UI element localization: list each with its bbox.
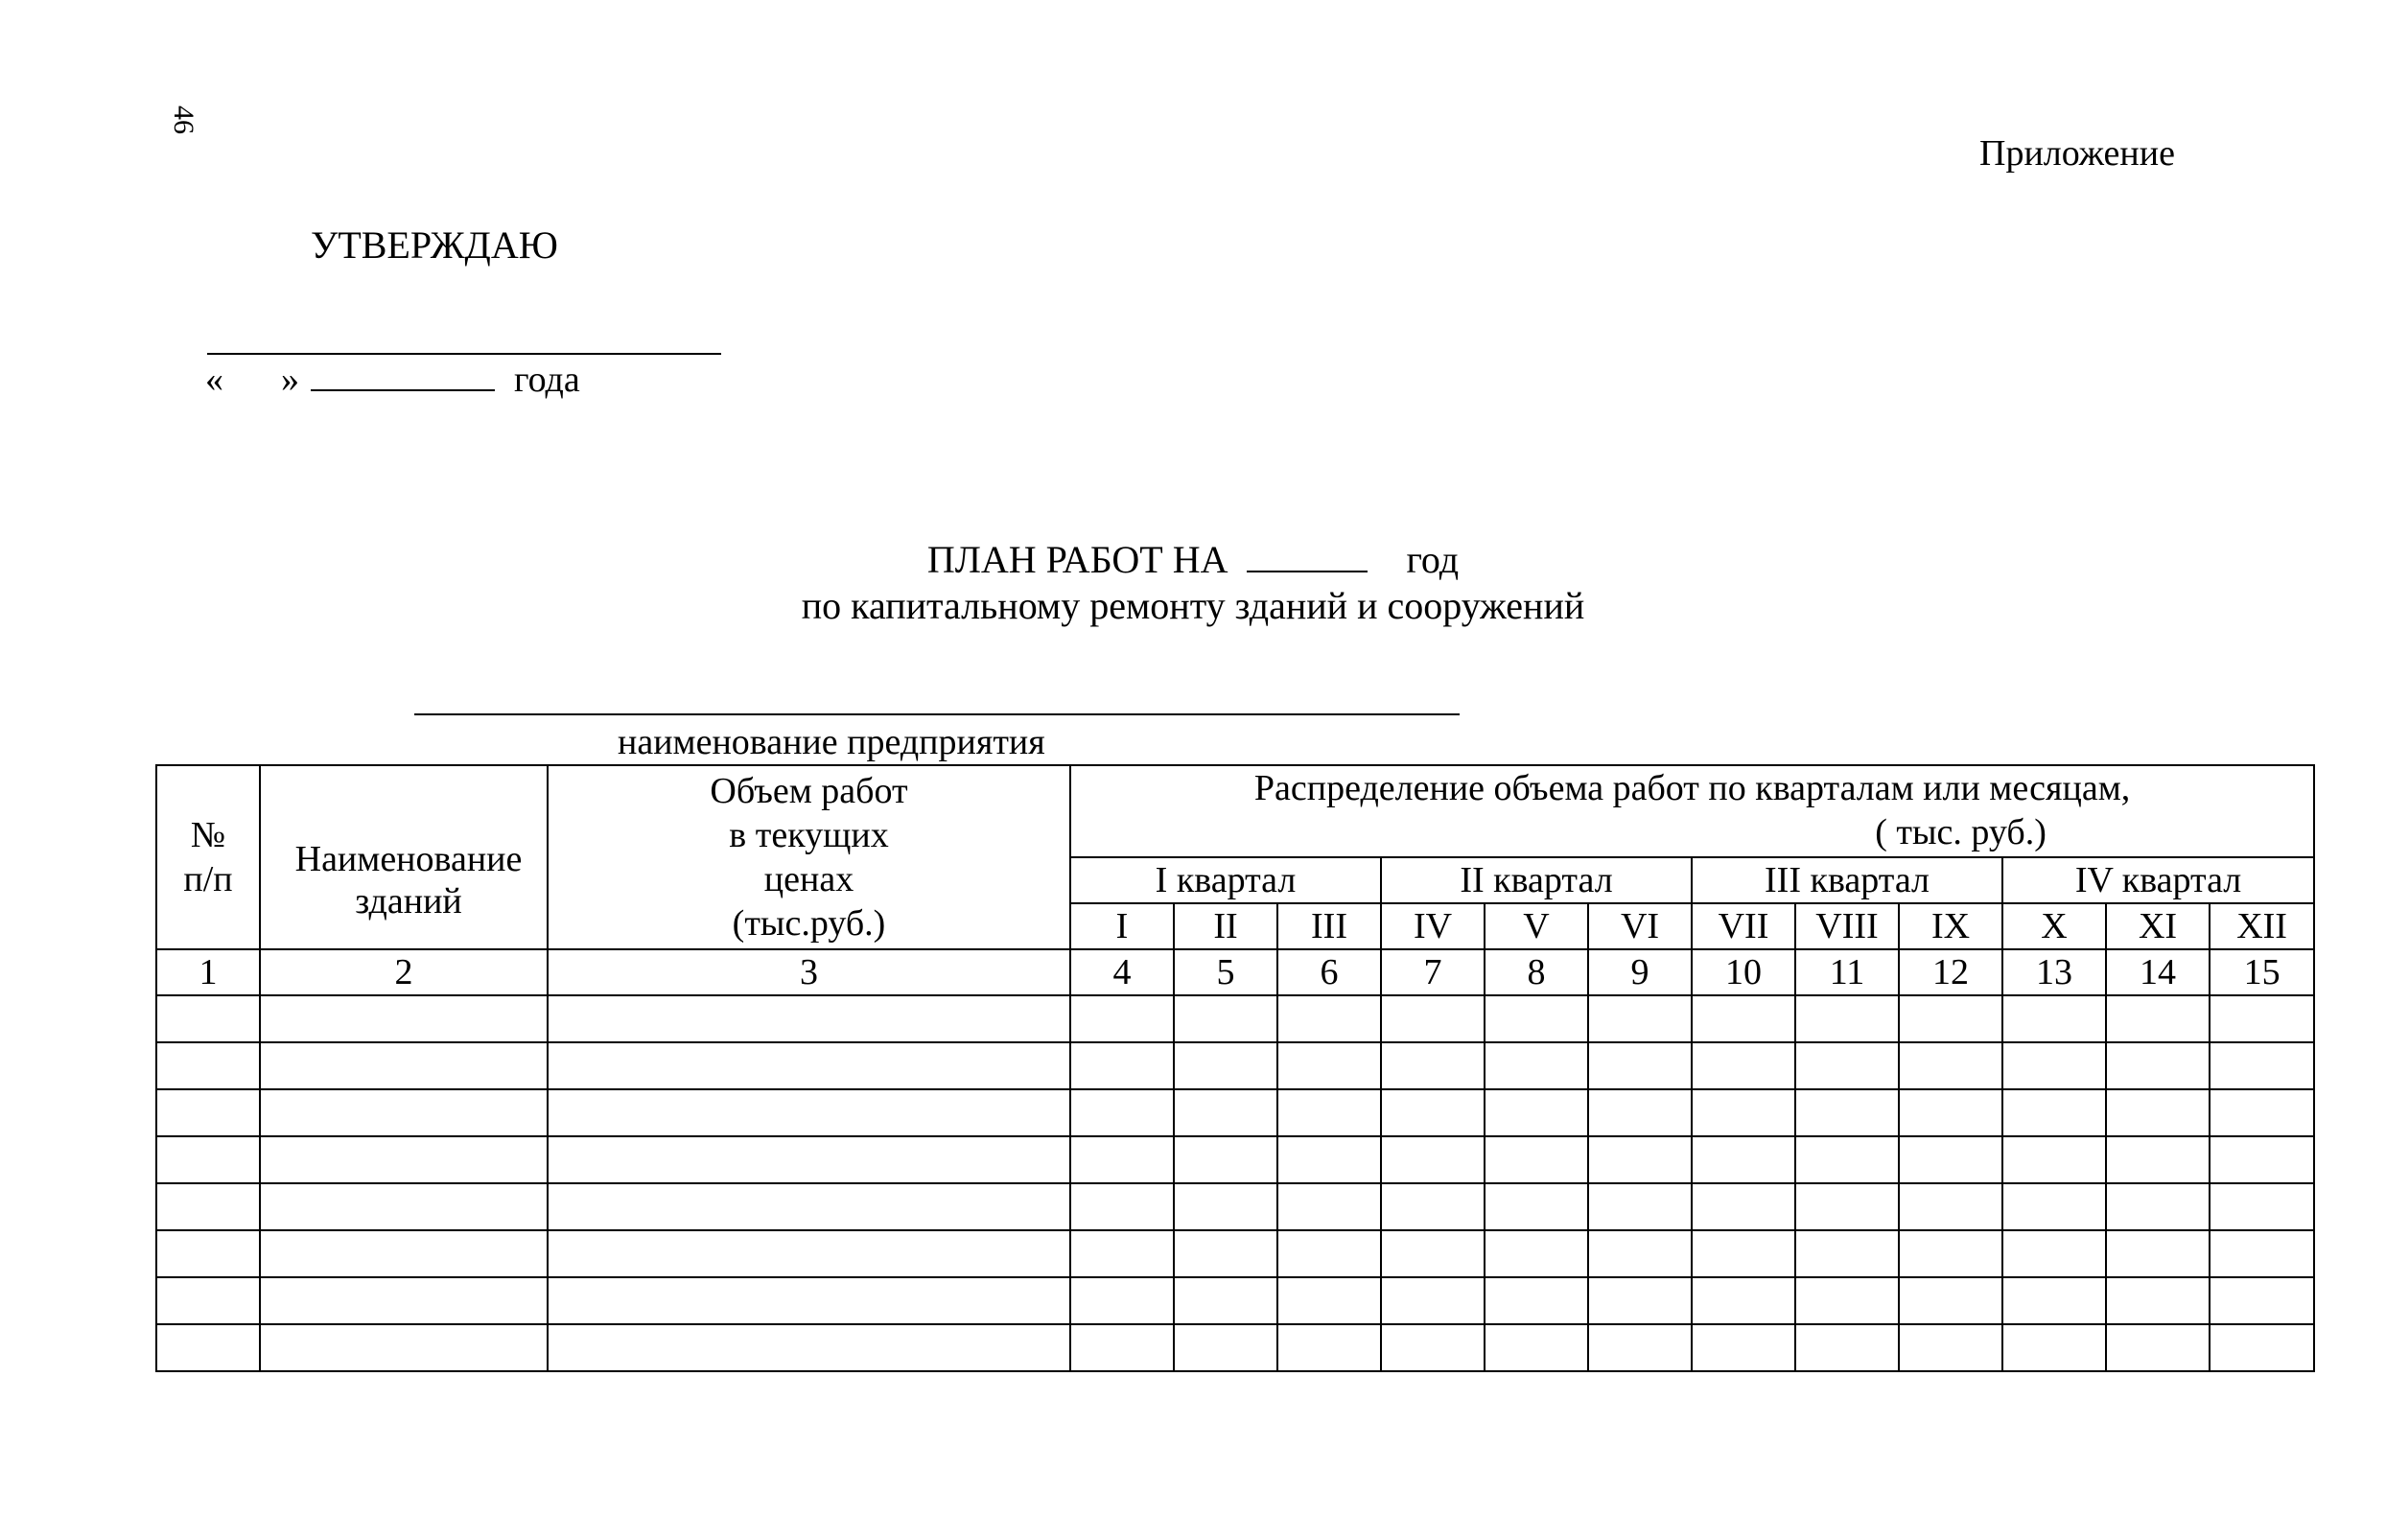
title-line-1 bbox=[0, 537, 2386, 583]
table-cell bbox=[156, 1042, 260, 1089]
table-cell bbox=[1381, 1089, 1485, 1136]
table-cell bbox=[1485, 1136, 1588, 1183]
table-cell bbox=[2210, 1136, 2314, 1183]
table-cell bbox=[1070, 1183, 1174, 1230]
table-cell bbox=[1899, 1183, 2002, 1230]
table-cell bbox=[1070, 1136, 1174, 1183]
table-cell bbox=[156, 1277, 260, 1324]
table-cell bbox=[2002, 1042, 2106, 1089]
work-plan-table bbox=[155, 764, 2315, 1372]
table-cell bbox=[548, 1136, 1070, 1183]
table-cell bbox=[1070, 1089, 1174, 1136]
table-cell bbox=[1381, 1183, 1485, 1230]
table-cell bbox=[260, 1136, 548, 1183]
table-cell bbox=[1174, 1230, 1277, 1277]
title-prefix: ПЛАН РАБОТ НА bbox=[926, 538, 1228, 581]
distribution-line-1: Распределение объема работ по кварталам или месяцам, bbox=[1253, 768, 2131, 808]
column-number: 4 bbox=[1070, 949, 1174, 995]
month-header: XII bbox=[2210, 903, 2314, 949]
table-cell bbox=[1277, 1042, 1381, 1089]
table-cell bbox=[1899, 1136, 2002, 1183]
table-cell bbox=[156, 995, 260, 1042]
approval-title: УТВЕРЖДАЮ bbox=[311, 223, 558, 267]
table-cell bbox=[2106, 1089, 2210, 1136]
document-title bbox=[0, 537, 2386, 629]
table-cell bbox=[1588, 1089, 1692, 1136]
table-cell bbox=[1588, 1183, 1692, 1230]
table-cell bbox=[1070, 1230, 1174, 1277]
table-cell bbox=[1485, 1277, 1588, 1324]
appendix-label: Приложение bbox=[1979, 133, 2175, 174]
table-cell bbox=[1692, 995, 1795, 1042]
table-cell bbox=[156, 1089, 260, 1136]
month-header: I bbox=[1070, 903, 1174, 949]
table-cell bbox=[1588, 995, 1692, 1042]
table-cell bbox=[2106, 995, 2210, 1042]
table-cell bbox=[1174, 1277, 1277, 1324]
page-number: 46 bbox=[168, 105, 199, 134]
table-cell bbox=[1381, 1324, 1485, 1371]
column-number: 8 bbox=[1485, 949, 1588, 995]
quarter-1: I квартал bbox=[1070, 857, 1381, 903]
organization-name-line bbox=[414, 713, 1460, 715]
column-number: 1 bbox=[156, 949, 260, 995]
table-cell bbox=[2002, 1277, 2106, 1324]
table-cell bbox=[1692, 1183, 1795, 1230]
table-cell bbox=[2002, 1183, 2106, 1230]
table-cell bbox=[260, 1277, 548, 1324]
table-cell bbox=[1174, 995, 1277, 1042]
table-cell bbox=[1795, 1089, 1899, 1136]
table-cell bbox=[1174, 1324, 1277, 1371]
table-cell bbox=[1277, 1183, 1381, 1230]
table-cell bbox=[1692, 1042, 1795, 1089]
table-cell bbox=[1692, 1089, 1795, 1136]
column-number: 3 bbox=[548, 949, 1070, 995]
column-number: 14 bbox=[2106, 949, 2210, 995]
table-cell bbox=[1277, 1089, 1381, 1136]
table-row bbox=[156, 1089, 2314, 1136]
table-cell bbox=[2106, 1136, 2210, 1183]
table-cell bbox=[1174, 1089, 1277, 1136]
table-cell bbox=[548, 1089, 1070, 1136]
table-cell bbox=[1588, 1324, 1692, 1371]
quote-open: « bbox=[205, 360, 223, 400]
table-cell bbox=[1588, 1136, 1692, 1183]
column-number: 11 bbox=[1795, 949, 1899, 995]
distribution-line-2: ( тыс. руб.) bbox=[1875, 812, 2047, 852]
table-cell bbox=[2002, 995, 2106, 1042]
table-cell bbox=[1485, 1230, 1588, 1277]
table-cell bbox=[1899, 1042, 2002, 1089]
table-cell bbox=[1381, 1277, 1485, 1324]
table-cell bbox=[2210, 1324, 2314, 1371]
organization-caption: наименование предприятия bbox=[618, 722, 1045, 762]
table-cell bbox=[1277, 995, 1381, 1042]
table-cell bbox=[1381, 1230, 1485, 1277]
month-header: XI bbox=[2106, 903, 2210, 949]
table-cell bbox=[1899, 1277, 2002, 1324]
table-cell bbox=[2106, 1277, 2210, 1324]
column-number: 7 bbox=[1381, 949, 1485, 995]
month-header: VIII bbox=[1795, 903, 1899, 949]
table-cell bbox=[1070, 1324, 1174, 1371]
table-cell bbox=[548, 1183, 1070, 1230]
table-cell bbox=[1381, 1042, 1485, 1089]
column-number: 6 bbox=[1277, 949, 1381, 995]
table-cell bbox=[1277, 1277, 1381, 1324]
table-cell bbox=[1795, 1183, 1899, 1230]
column-number: 9 bbox=[1588, 949, 1692, 995]
quarter-2: II квартал bbox=[1381, 857, 1692, 903]
table-cell bbox=[2106, 1324, 2210, 1371]
table-cell bbox=[548, 1277, 1070, 1324]
table-cell bbox=[1899, 1324, 2002, 1371]
table-cell bbox=[260, 1042, 548, 1089]
table-cell bbox=[2002, 1089, 2106, 1136]
table-cell bbox=[1899, 1089, 2002, 1136]
table-cell bbox=[260, 1324, 548, 1371]
table-row bbox=[156, 1042, 2314, 1089]
table-cell bbox=[1795, 1324, 1899, 1371]
table-cell bbox=[2002, 1230, 2106, 1277]
quarter-3: III квартал bbox=[1692, 857, 2002, 903]
table-cell bbox=[2210, 995, 2314, 1042]
table-cell bbox=[2106, 1183, 2210, 1230]
month-header: II bbox=[1174, 903, 1277, 949]
table-row bbox=[156, 1230, 2314, 1277]
month-header: III bbox=[1277, 903, 1381, 949]
table-cell bbox=[1174, 1183, 1277, 1230]
table-cell bbox=[1485, 1324, 1588, 1371]
table-cell bbox=[2002, 1136, 2106, 1183]
header-distribution bbox=[1070, 765, 2314, 857]
table-cell bbox=[1795, 1042, 1899, 1089]
table-cell bbox=[1795, 1230, 1899, 1277]
table-cell bbox=[1485, 1089, 1588, 1136]
table-cell bbox=[1277, 1136, 1381, 1183]
table-cell bbox=[156, 1183, 260, 1230]
table-cell bbox=[1174, 1042, 1277, 1089]
table-cell bbox=[1795, 995, 1899, 1042]
table-cell bbox=[1588, 1042, 1692, 1089]
table-cell bbox=[548, 1042, 1070, 1089]
table-cell bbox=[156, 1136, 260, 1183]
table-row bbox=[156, 1324, 2314, 1371]
table-cell bbox=[1588, 1277, 1692, 1324]
month-header: IV bbox=[1381, 903, 1485, 949]
table-cell bbox=[2106, 1230, 2210, 1277]
table-row bbox=[156, 1183, 2314, 1230]
table-cell bbox=[1070, 1277, 1174, 1324]
table-cell bbox=[260, 1183, 548, 1230]
month-header: X bbox=[2002, 903, 2106, 949]
month-header: V bbox=[1485, 903, 1588, 949]
table-cell bbox=[2210, 1089, 2314, 1136]
table-cell bbox=[1485, 1183, 1588, 1230]
table-cell bbox=[1381, 1136, 1485, 1183]
month-header: VII bbox=[1692, 903, 1795, 949]
table-cell bbox=[1485, 1042, 1588, 1089]
header-work-volume: Объем работ в текущих ценах (тыс.руб.) bbox=[548, 765, 1070, 949]
title-suffix: год bbox=[1406, 538, 1460, 581]
table-cell bbox=[1277, 1230, 1381, 1277]
table-cell bbox=[260, 1230, 548, 1277]
table-cell bbox=[1692, 1324, 1795, 1371]
table-cell bbox=[2210, 1277, 2314, 1324]
table-cell bbox=[1795, 1277, 1899, 1324]
table-row bbox=[156, 1277, 2314, 1324]
table-cell bbox=[2002, 1324, 2106, 1371]
table-cell bbox=[260, 995, 548, 1042]
table-cell bbox=[548, 995, 1070, 1042]
table-cell bbox=[548, 1324, 1070, 1371]
column-number: 2 bbox=[260, 949, 548, 995]
approval-date-line bbox=[205, 359, 580, 401]
table-cell bbox=[260, 1089, 548, 1136]
table-cell bbox=[1692, 1230, 1795, 1277]
date-month-blank bbox=[311, 361, 495, 391]
month-header: VI bbox=[1588, 903, 1692, 949]
table-cell bbox=[1485, 995, 1588, 1042]
table-cell bbox=[156, 1324, 260, 1371]
table-cell bbox=[1692, 1277, 1795, 1324]
header-building-name: Наименование зданий bbox=[260, 765, 548, 949]
table-cell bbox=[548, 1230, 1070, 1277]
table-cell bbox=[156, 1230, 260, 1277]
column-number: 5 bbox=[1174, 949, 1277, 995]
column-number: 15 bbox=[2210, 949, 2314, 995]
year-word: года bbox=[514, 360, 580, 400]
quote-close: » bbox=[281, 360, 299, 400]
table-row bbox=[156, 1136, 2314, 1183]
table-cell bbox=[1070, 995, 1174, 1042]
table-cell bbox=[2210, 1042, 2314, 1089]
table-cell bbox=[1381, 995, 1485, 1042]
table-cell bbox=[2210, 1230, 2314, 1277]
table-cell bbox=[1795, 1136, 1899, 1183]
column-number: 13 bbox=[2002, 949, 2106, 995]
table-cell bbox=[1277, 1324, 1381, 1371]
table-cell bbox=[1588, 1230, 1692, 1277]
column-number: 10 bbox=[1692, 949, 1795, 995]
table-cell bbox=[2106, 1042, 2210, 1089]
signature-line bbox=[207, 353, 721, 355]
table-row bbox=[156, 995, 2314, 1042]
year-blank bbox=[1247, 540, 1368, 572]
table-cell bbox=[1070, 1042, 1174, 1089]
table-cell bbox=[1174, 1136, 1277, 1183]
header-number: № п/п bbox=[156, 765, 260, 949]
month-header: IX bbox=[1899, 903, 2002, 949]
table-cell bbox=[2210, 1183, 2314, 1230]
table-cell bbox=[1899, 995, 2002, 1042]
quarter-4: IV квартал bbox=[2002, 857, 2314, 903]
table-cell bbox=[1692, 1136, 1795, 1183]
column-number: 12 bbox=[1899, 949, 2002, 995]
title-line-2: по капитальному ремонту зданий и сооружений bbox=[801, 584, 1585, 627]
table-cell bbox=[1899, 1230, 2002, 1277]
